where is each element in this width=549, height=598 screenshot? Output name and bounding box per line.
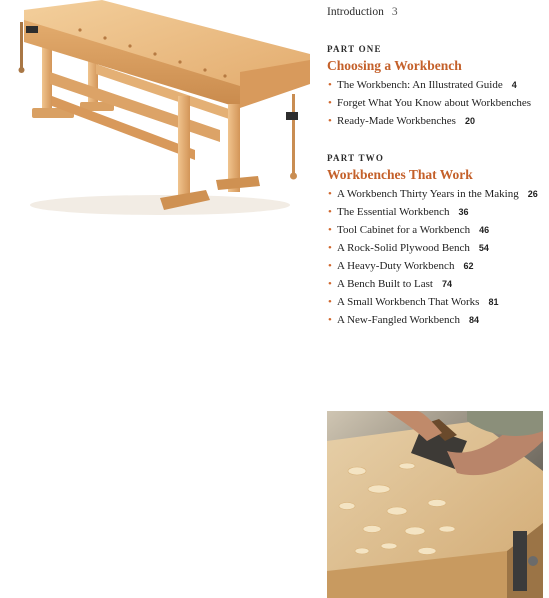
part-two-label: PART TWO [327, 153, 385, 163]
workbench-illustration [10, 0, 310, 220]
bullet-icon: • [328, 206, 332, 218]
list-item[interactable] [327, 203, 549, 221]
bullet-icon: • [328, 242, 332, 254]
bullet-icon: • [328, 97, 332, 109]
bullet-icon: • [328, 224, 332, 236]
item-title: The Workbench: An Illustrated Guide [337, 79, 503, 91]
item-page: 62 [463, 261, 474, 271]
item-page: 84 [468, 315, 479, 325]
bullet-icon: • [328, 79, 332, 91]
list-item[interactable] [327, 239, 549, 257]
item-page: 54 [478, 243, 489, 253]
introduction-page: 3 [391, 6, 398, 18]
part-two-list [327, 185, 549, 329]
item-title: A Rock-Solid Plywood Bench [337, 242, 470, 254]
item-page: 81 [488, 297, 499, 307]
bullet-icon: • [328, 314, 332, 326]
item-page: 4 [511, 80, 517, 90]
item-title: A Small Workbench That Works [337, 296, 480, 308]
list-item[interactable] [327, 293, 549, 311]
list-item[interactable] [327, 311, 549, 329]
item-title: A Workbench Thirty Years in the Making [337, 188, 519, 200]
item-title: The Essential Workbench [337, 206, 450, 218]
item-page: 20 [464, 116, 475, 126]
item-title: A Heavy-Duty Workbench [337, 260, 455, 272]
item-page: 74 [441, 279, 452, 289]
part-two-title: Workbenches That Work [327, 167, 473, 182]
list-item[interactable] [327, 112, 549, 130]
item-title: Forget What You Know about Workbenches [337, 97, 532, 109]
toc-introduction[interactable] [327, 6, 398, 18]
part-one-label: PART ONE [327, 44, 382, 54]
introduction-title: Introduction [327, 6, 384, 18]
item-title: Tool Cabinet for a Workbench [337, 224, 471, 236]
bullet-icon: • [328, 115, 332, 127]
part-one-title: Choosing a Workbench [327, 58, 462, 73]
planing-photo [327, 411, 543, 598]
bullet-icon: • [328, 296, 332, 308]
list-item[interactable] [327, 76, 549, 94]
list-item[interactable] [327, 221, 549, 239]
part-one-list [327, 76, 549, 130]
bullet-icon: • [328, 278, 332, 290]
list-item[interactable] [327, 275, 549, 293]
item-page: 26 [527, 189, 538, 199]
bullet-icon: • [328, 260, 332, 272]
item-title: Ready-Made Workbenches [337, 115, 456, 127]
item-page: 46 [479, 225, 490, 235]
bullet-icon: • [328, 188, 332, 200]
list-item[interactable] [327, 257, 549, 275]
list-item[interactable] [327, 94, 549, 112]
item-title: A New-Fangled Workbench [337, 314, 460, 326]
item-title: A Bench Built to Last [337, 278, 433, 290]
item-page: 36 [458, 207, 469, 217]
list-item[interactable] [327, 185, 549, 203]
